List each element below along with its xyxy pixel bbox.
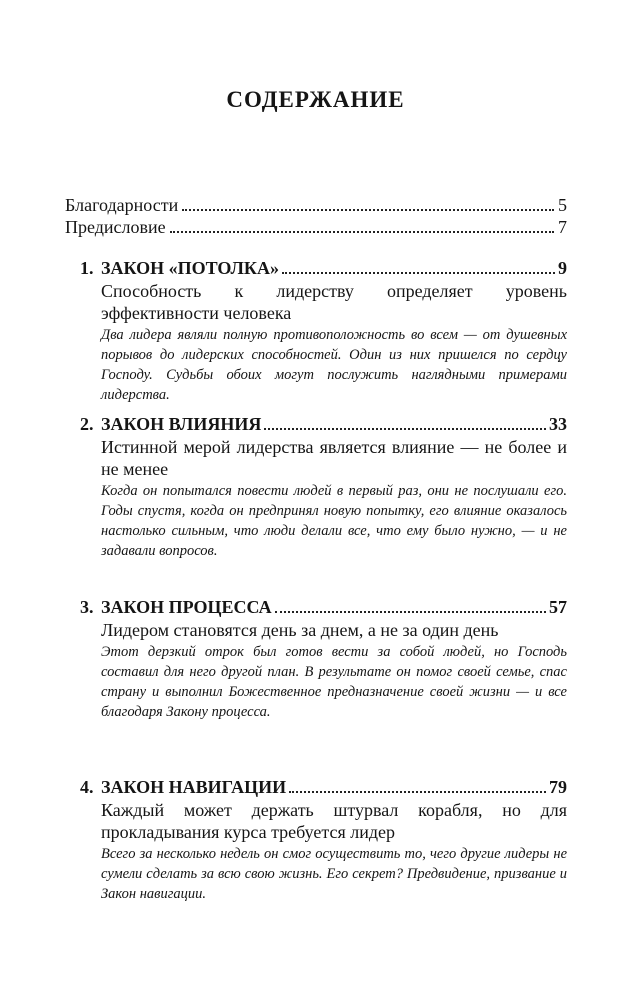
entry-page: 5 — [558, 195, 567, 215]
entry-label: Благодарности — [65, 195, 179, 215]
chapter-entry[interactable] — [80, 775, 567, 904]
chapter-page: 33 — [549, 414, 567, 434]
dot-leader — [264, 416, 546, 430]
front-matter-entry[interactable] — [65, 194, 567, 216]
chapter-title: ЗАКОН НАВИГАЦИИ — [101, 777, 287, 797]
chapter-entry[interactable] — [80, 256, 567, 405]
chapter-page: 79 — [549, 777, 567, 797]
chapter-description: Каждый может держать штурвал корабля, но для прокладывания курса требуется лидер — [101, 800, 567, 842]
chapter-summary: Всего за несколько недель он смог осуществить то, чего другие лидеры не сумели сделать за всю свою жизнь. Его секрет? Предвидение, призвание и Закон навигации. — [101, 846, 567, 902]
chapter-title: ЗАКОН ПРОЦЕССА — [101, 597, 272, 617]
chapter-summary: Два лидера являли полную противоположность во всем — от душевных порывов до лидерских способностей. Один из них пришелся по сердцу Господу. Судьбы обоих могут послужить наглядными примерами лидерства. — [101, 327, 567, 403]
dot-leader — [182, 197, 554, 211]
chapter-description: Способность к лидерству определяет уровень эффективности человека — [101, 281, 567, 323]
chapter-description: Лидером становятся день за днем, а не за один день — [101, 620, 499, 640]
chapter-page: 9 — [558, 258, 567, 278]
chapter-summary: Когда он попытался повести людей в первый раз, они не послушали его. Годы спустя, когда он предпринял новую попытку, его влияние оказалось настолько сильным, что люди делали все, что ему было нужно, — и не задавали вопросов. — [101, 483, 567, 559]
chapter-number: 4. — [80, 777, 94, 797]
entry-label: Предисловие — [65, 217, 166, 237]
dot-leader — [275, 599, 546, 613]
page-title: СОДЕРЖАНИЕ — [226, 87, 405, 112]
chapter-description: Истинной мерой лидерства является влияние — не более и не менее — [101, 437, 567, 479]
chapter-summary: Этот дерзкий отрок был готов вести за собой людей, но Господь составил для него другой план. В результате он помог своей семье, спас страну и выполнил Божественное предназначение своей жизни — и все благодаря Закону процесса. — [101, 644, 567, 720]
chapter-entry[interactable] — [80, 595, 567, 722]
dot-leader — [170, 219, 554, 233]
chapter-number: 3. — [80, 597, 94, 617]
front-matter-entry[interactable] — [65, 216, 567, 238]
chapter-title: ЗАКОН ВЛИЯНИЯ — [101, 414, 262, 434]
chapter-number: 1. — [80, 258, 94, 278]
chapter-title: ЗАКОН «ПОТОЛКА» — [101, 258, 279, 278]
chapter-entry[interactable] — [80, 412, 567, 561]
entry-page: 7 — [558, 217, 567, 237]
dot-leader — [282, 260, 555, 274]
chapter-number: 2. — [80, 414, 94, 434]
dot-leader — [289, 779, 546, 793]
chapter-page: 57 — [549, 597, 567, 617]
